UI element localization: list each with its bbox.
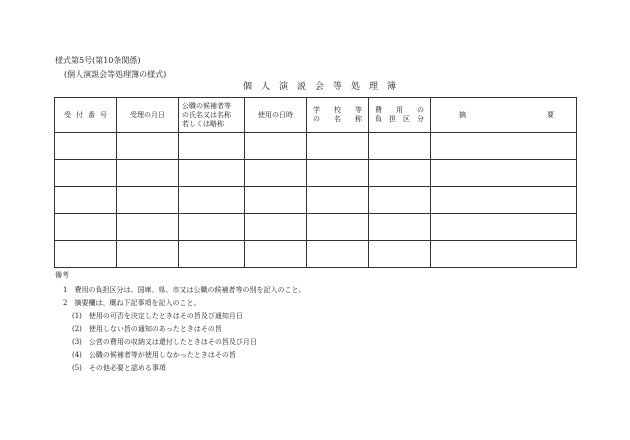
table-cell-receipt-date [117,241,179,268]
table-cell-usage-date [245,214,307,241]
table-cell-summary [431,187,577,214]
table-cell-receipt-date [117,133,179,160]
table-cell-receipt-number [55,214,117,241]
table-cell-usage-date [245,241,307,268]
note-subitem [72,312,243,321]
table-cell-usage-date [245,160,307,187]
table-cell-cost-category [369,214,431,241]
col-header-usage-date: 使用の日時 [245,98,307,133]
table-cell-candidate-name [179,133,245,160]
table-row [55,187,577,214]
col-header-summary [431,98,577,133]
col-header-line: の氏名又は名称 [182,110,231,119]
subitem-text: 公営の費用の収納又は還付したときはその旨及び月日 [88,338,257,346]
table-cell-usage-date [245,133,307,160]
col-header-line: 負 担 区 分 [375,115,424,123]
note-subitem [72,364,166,373]
table-cell-receipt-number [55,241,117,268]
table-cell-cost-category [369,187,431,214]
table-cell-cost-category [369,241,431,268]
note-number: 2 [63,299,68,307]
col-header-line: の 名 称 [313,115,362,123]
col-header-line: 学 校 等 [313,106,362,114]
note-text: 摘要欄は、概ね下記事項を記入のこと。 [74,299,201,307]
table-cell-receipt-date [117,187,179,214]
col-header-cost-category [369,98,431,133]
col-header-summary-left: 摘 [459,110,466,119]
note-number: 1 [63,286,68,294]
note-subitem [72,338,257,347]
table-cell-candidate-name [179,214,245,241]
table-cell-receipt-date [117,214,179,241]
form-subtitle: (個人演説会等処理簿の様式) [64,70,167,79]
note-text: 費用の負担区分は、国庫、県、市又は公職の候補者等の別を記入のこと。 [74,286,306,294]
table-row [55,133,577,160]
col-header-school-name [307,98,369,133]
table-cell-usage-date [245,187,307,214]
col-header-receipt-date: 受理の月日 [117,98,179,133]
table-cell-summary [431,214,577,241]
table-cell-school-name [307,187,369,214]
col-header-line: 費 用 の [375,106,424,114]
form-number: 様式第5号(第10条関係) [55,56,141,65]
table-row [55,214,577,241]
col-header-candidate-name [179,98,245,133]
table-cell-summary [431,241,577,268]
subitem-text: 公職の候補者等が使用しなかったときはその旨 [88,351,236,359]
subitem-number: (4) [72,351,82,359]
subitem-number: (1) [72,312,82,320]
table-cell-cost-category [369,133,431,160]
subitem-text: 使用の可否を決定したときはその旨及び通知月日 [88,312,243,320]
note-subitem [72,325,222,334]
table-cell-school-name [307,160,369,187]
table-cell-candidate-name [179,160,245,187]
table-cell-receipt-number [55,160,117,187]
table-cell-receipt-date [117,160,179,187]
note-item [63,299,200,308]
page-title: 個人演説会等処理簿 [242,82,405,92]
table-cell-summary [431,160,577,187]
table-cell-receipt-number [55,187,117,214]
register-table [54,97,577,268]
col-header-summary-right: 要 [547,110,554,119]
note-subitem [72,351,236,360]
subitem-number: (2) [72,325,82,333]
table-cell-receipt-number [55,133,117,160]
table-cell-candidate-name [179,241,245,268]
subitem-text: 使用しない旨の通知のあったときはその旨 [88,325,222,333]
col-header-line: 公職の候補者等 [182,101,231,110]
table-row [55,241,577,268]
col-header-receipt-number: 受付番号 [55,98,117,133]
subitem-number: (3) [72,338,82,346]
subitem-text: その他必要と認める事項 [88,364,166,372]
table-cell-school-name [307,241,369,268]
notes-heading: 備考 [55,271,69,279]
table-row [55,160,577,187]
table-cell-school-name [307,133,369,160]
table-cell-cost-category [369,160,431,187]
subitem-number: (5) [72,364,82,372]
table-header-row [55,98,577,133]
table-cell-summary [431,133,577,160]
table-cell-school-name [307,214,369,241]
col-header-line: 若しくは略称 [182,119,224,128]
note-item [63,286,305,295]
table-cell-candidate-name [179,187,245,214]
